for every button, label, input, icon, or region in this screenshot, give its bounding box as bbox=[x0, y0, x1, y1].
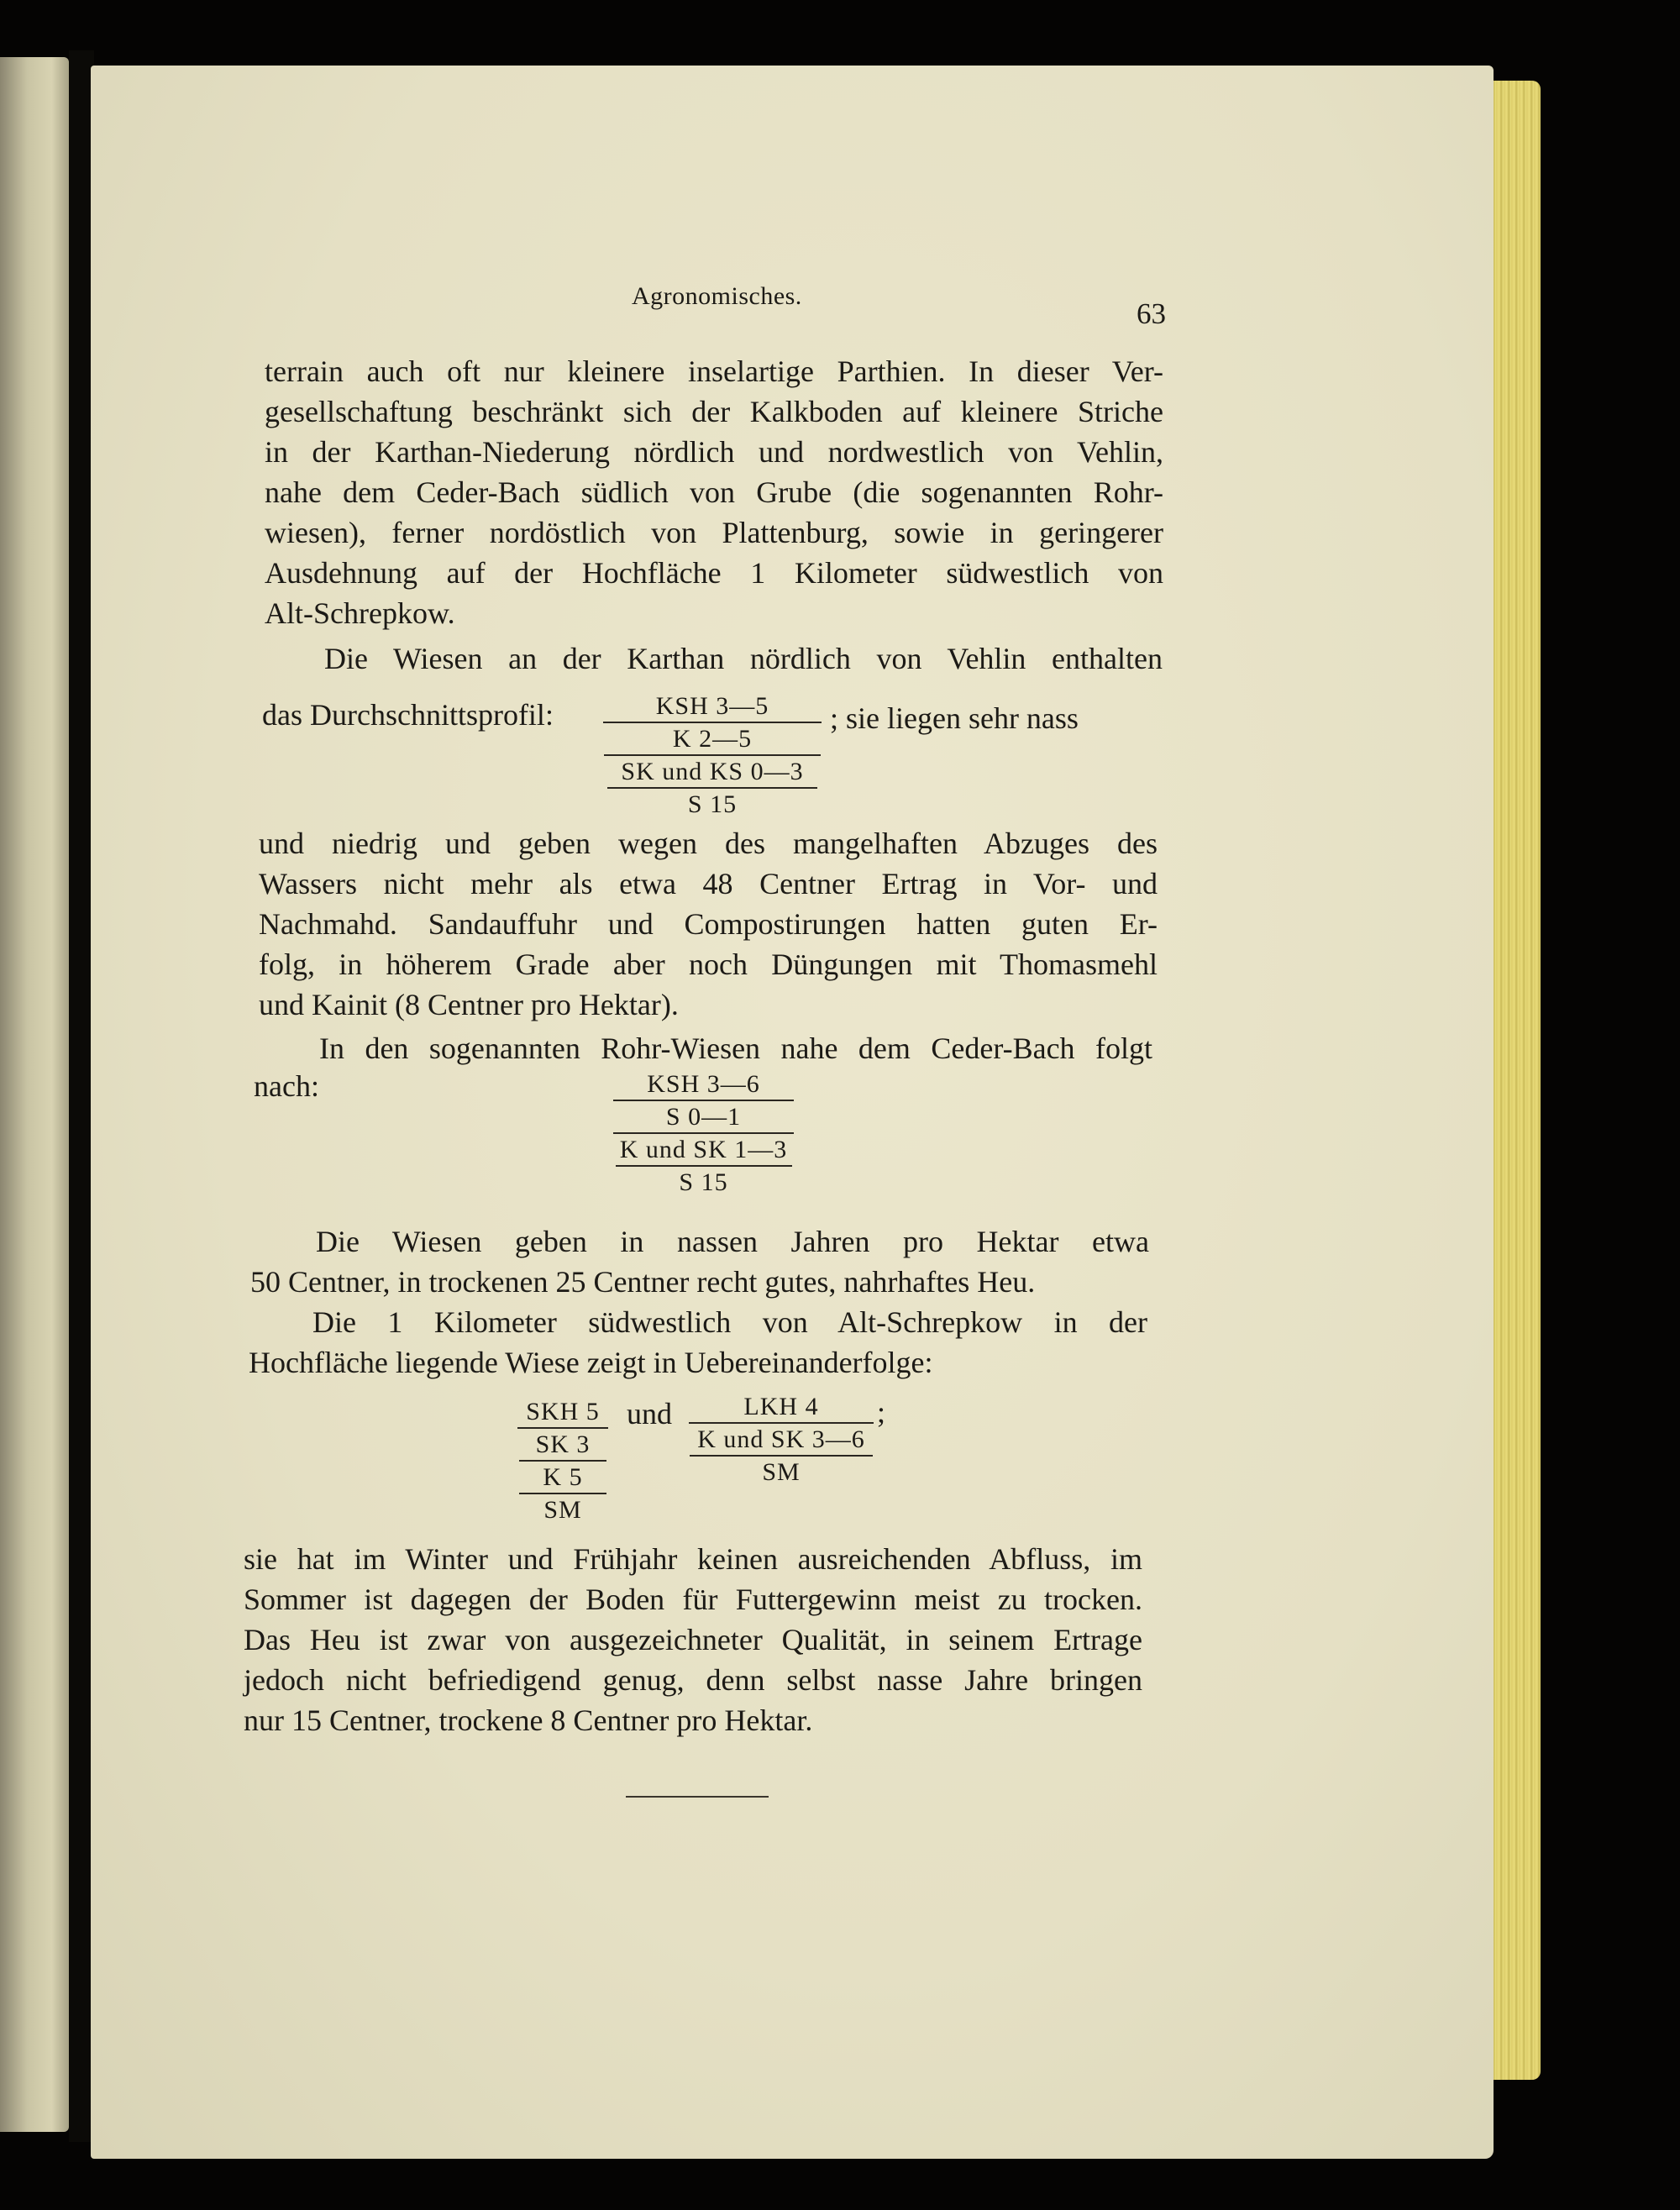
text-line: in der Karthan-Niederung nördlich und nordwestlich von Vehlin, bbox=[265, 435, 1163, 469]
text-line: nahe dem Ceder-Bach südlich von Grube (die sogenannten Rohr- bbox=[265, 475, 1163, 509]
text-line: Wassers nicht mehr als etwa 48 Centner Ertrag in Vor- und bbox=[259, 867, 1158, 900]
text-line: Nachmahd. Sandauffuhr und Compostirungen hatten guten Er- bbox=[259, 907, 1158, 941]
text-line: und Kainit (8 Centner pro Hektar). bbox=[259, 988, 679, 1021]
soil-profile-alt-schrepkow-1 bbox=[517, 1396, 609, 1525]
profile-layer: SKH 5 bbox=[526, 1398, 600, 1425]
text-line: gesellschaftung beschränkt sich der Kalkboden auf kleinere Striche bbox=[265, 395, 1163, 428]
profile-layer: SM bbox=[543, 1496, 582, 1524]
paragraph-4 bbox=[319, 1028, 1152, 1068]
paragraph-6 bbox=[249, 1302, 1147, 1383]
text-line: Hochfläche liegende Wiese zeigt in Uebereinanderfolge: bbox=[249, 1346, 933, 1379]
profile-layer: SK 3 bbox=[535, 1430, 591, 1458]
profile-layer: S 15 bbox=[687, 790, 738, 818]
text-line: und niedrig und geben wegen des mangelhaften Abzuges des bbox=[259, 827, 1158, 860]
profile-layer: SK und KS 0—3 bbox=[621, 758, 804, 785]
profile-layer: SM bbox=[762, 1458, 801, 1486]
profile-layer: S 0—1 bbox=[665, 1103, 742, 1131]
text-line: Das Heu ist zwar von ausgezeichneter Qualität, in seinem Ertrage bbox=[244, 1623, 1142, 1656]
text-line: In den sogenannten Rohr-Wiesen nahe dem Ceder-Bach folgt bbox=[319, 1032, 1152, 1065]
profile-layer: KSH 3—6 bbox=[647, 1070, 760, 1098]
soil-profile-rohr bbox=[613, 1068, 794, 1198]
paragraph-5 bbox=[250, 1221, 1149, 1302]
page-number: 63 bbox=[1137, 297, 1166, 330]
semicolon: ; bbox=[877, 1395, 886, 1429]
soil-profile-karthan bbox=[603, 690, 822, 820]
text-line: jedoch nicht befriedigend genug, denn selbst nasse Jahre bringen bbox=[244, 1663, 1142, 1697]
profile-layer: K 2—5 bbox=[672, 725, 753, 753]
profile-trailing-text: ; sie liegen sehr nass bbox=[830, 701, 1079, 735]
text-line: 50 Centner, in trockenen 25 Centner recht gutes, nahrhaftes Heu. bbox=[250, 1265, 1036, 1299]
profile-layer: KSH 3—5 bbox=[655, 692, 769, 720]
text-line: terrain auch oft nur kleinere inselartige Parthien. In dieser Ver- bbox=[265, 354, 1163, 388]
paragraph-2 bbox=[324, 638, 1163, 679]
connector-word: und bbox=[627, 1397, 672, 1430]
running-header: Agronomisches. bbox=[632, 282, 802, 310]
paragraph-1 bbox=[265, 351, 1163, 633]
text-line: Die Wiesen an der Karthan nördlich von Vehlin enthalten bbox=[324, 642, 1163, 675]
paragraph-7 bbox=[244, 1539, 1142, 1740]
profile-intro-text: das Durchschnittsprofil: bbox=[262, 698, 554, 732]
page-edges bbox=[1488, 81, 1541, 2080]
text-line: Ausdehnung auf der Hochfläche 1 Kilometer südwestlich von bbox=[265, 556, 1163, 590]
text-line: Alt-Schrepkow. bbox=[265, 596, 455, 630]
left-page-edge bbox=[0, 57, 69, 2132]
text-line: folg, in höherem Grade aber noch Düngungen mit Thomasmehl bbox=[259, 948, 1158, 981]
profile-layer: K und SK 3—6 bbox=[697, 1425, 865, 1453]
text-line: Die Wiesen geben in nassen Jahren pro Hektar etwa bbox=[316, 1225, 1149, 1258]
text-line: Die 1 Kilometer südwestlich von Alt-Schrepkow in der bbox=[312, 1305, 1147, 1339]
section-end-rule bbox=[626, 1796, 769, 1798]
paragraph-3 bbox=[259, 823, 1158, 1025]
text-line: nur 15 Centner, trockene 8 Centner pro Hektar. bbox=[244, 1703, 813, 1737]
text-line: wiesen), ferner nordöstlich von Plattenburg, sowie in geringerer bbox=[265, 516, 1163, 549]
text-line: Sommer ist dagegen der Boden für Futtergewinn meist zu trocken. bbox=[244, 1583, 1142, 1616]
profile-layer: K und SK 1—3 bbox=[619, 1136, 788, 1163]
profile-layer: LKH 4 bbox=[743, 1393, 819, 1420]
text-line: sie hat im Winter und Frühjahr keinen ausreichenden Abfluss, im bbox=[244, 1542, 1142, 1576]
profile-layer: K 5 bbox=[543, 1463, 583, 1491]
profile-layer: S 15 bbox=[679, 1168, 728, 1196]
profile-intro-text: nach: bbox=[254, 1069, 319, 1103]
soil-profile-alt-schrepkow-2 bbox=[689, 1391, 874, 1488]
